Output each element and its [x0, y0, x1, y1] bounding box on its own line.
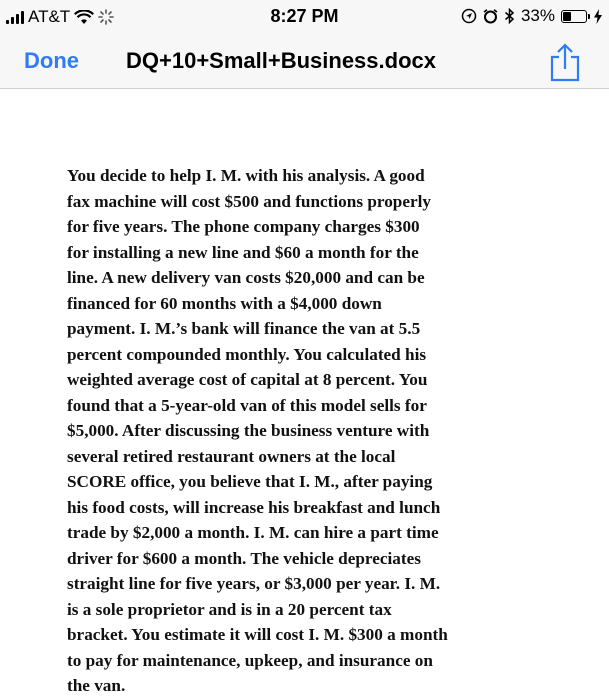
status-bar — [0, 0, 609, 36]
status-right — [461, 6, 603, 26]
battery-percent: 33% — [520, 6, 555, 25]
location-lock-icon — [461, 8, 477, 24]
battery-level — [563, 12, 571, 21]
nav-bar — [0, 36, 609, 89]
carrier-label: AT&T — [28, 7, 71, 26]
document-view[interactable] — [0, 89, 609, 700]
status-time: 8:27 PM — [270, 6, 339, 26]
document-paragraph: You decide to help I. M. with his analysis. A good fax machine will cost $500 and functions properly for five years. The phone company charges $300 for installing a new line and $60 a month for the line. A new delivery van costs $20,000 and can be financed for 60 months with a $4,000 down payment. I. M.’s bank will finance the van at 5.5 percent compounded monthly. You calculated his weighted average cost of capital at 8 percent. You found that a 5-year-old van of this model sells for $5,000. After discussing the business venture with several retired restaurant owners at the local SCORE office, you believe that I. M., after paying his food costs, will increase his breakfast and lunch trade by $2,000 a month. I. M. can hire a part time driver for $600 a month. The vehicle depreciates straight line for five years, or $3,000 per year. I. M. is a sole proprietor and is in a 20 percent tax bracket. You estimate it will cost I. M. $300 a month to pay for maintenance, upkeep, and insurance on the van. — [67, 166, 448, 695]
share-icon[interactable] — [548, 42, 582, 82]
battery-icon — [561, 10, 587, 23]
document-title: DQ+10+Small+Business.docx — [126, 48, 436, 73]
charging-bolt-icon — [593, 9, 603, 24]
done-button[interactable]: Done — [24, 48, 79, 73]
alarm-icon — [483, 9, 498, 24]
bluetooth-icon — [504, 8, 515, 24]
